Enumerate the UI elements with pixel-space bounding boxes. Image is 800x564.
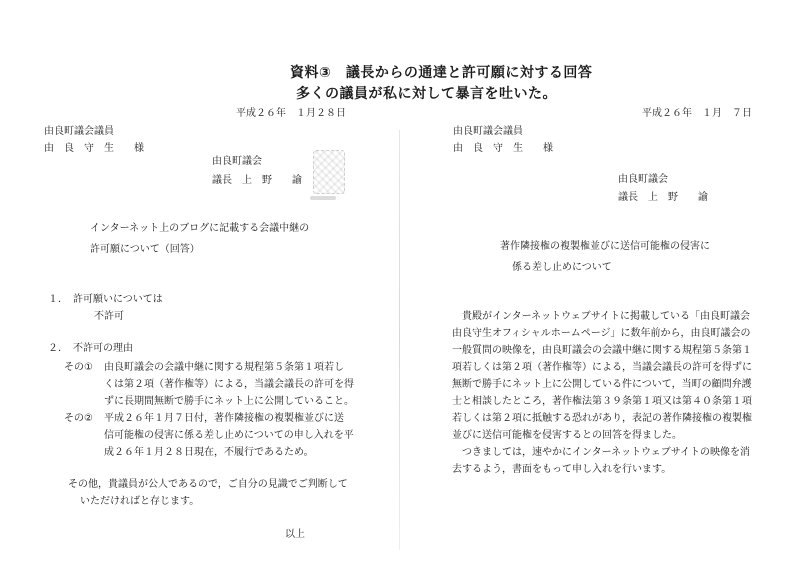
left-reason2-label: その② xyxy=(64,413,93,424)
right-body-line4: 項若しくは第２項（著作権等）による，当議会議長の許可を得ずに xyxy=(452,362,752,373)
seal-stamp-icon xyxy=(313,150,345,194)
right-body-line3: 一般質問の映像を，由良町議会の会議中継に関する規程第５条第１ xyxy=(452,345,752,356)
left-reason2-line1: 平成２６年１月７日付，著作隣接権の複製権並びに送 xyxy=(104,413,344,424)
right-sender-org: 由良町議会 xyxy=(618,174,668,185)
right-recipient-title: 由良町議会議員 xyxy=(453,126,523,137)
document-subtitle: 多くの議員が私に対して暴言を吐いた。 xyxy=(296,86,557,102)
left-subject-line1: インターネット上のブログに記載する会議中継の xyxy=(90,223,310,234)
left-end-mark: 以上 xyxy=(285,529,305,540)
left-item2-heading: ２． 不許可の理由 xyxy=(48,343,133,354)
page-fold-divider xyxy=(399,130,400,550)
document-title: 資料③ 議長からの通達と許可願に対する回答 xyxy=(290,65,593,81)
right-body-line1: 貴殿がインターネットウェブサイトに掲載している「由良町議会 xyxy=(462,311,750,322)
left-reason2-line3: 成２６年１月２８日現在，不履行であるため。 xyxy=(104,447,314,458)
right-body-line8: 並びに送信可能権を侵害するとの回答を得ました。 xyxy=(452,430,682,441)
left-reason1-line3: ずに長期間無断で勝手にネット上に公開していること。 xyxy=(104,396,354,407)
right-sender-name: 議長 上 野 諭 xyxy=(618,192,708,203)
left-reason1-label: その① xyxy=(64,362,93,373)
right-body-line2: 由良守生オフィシャルホームページ」に数年前から，由良町議会の xyxy=(452,328,751,339)
left-closing-line1: その他，貴議員が公人であるので，ご自分の見識でご判断して xyxy=(68,479,348,490)
right-body-line6: 士と相談したところ，著作権法第３９条第１項又は第４０条第１項 xyxy=(452,396,752,407)
left-sender-org: 由良町議会 xyxy=(212,156,262,167)
left-recipient-title: 由良町議会議員 xyxy=(44,126,114,137)
left-closing-line2: いただければと存じます。 xyxy=(80,496,200,507)
right-subject-line1: 著作隣接権の複製権並びに送信可能権の侵害に xyxy=(500,241,710,252)
right-recipient-name: 由 良 守 生 様 xyxy=(453,143,553,154)
right-body-line10: 去するよう，書面をもって申し入れを行います。 xyxy=(452,464,672,475)
right-letter-date: 平成２６年 １月 ７日 xyxy=(642,108,752,119)
left-reason1-line2: くは第２項（著作権等）による，当議会議長の許可を得 xyxy=(104,379,354,390)
left-recipient-name: 由 良 守 生 様 xyxy=(44,143,144,154)
left-subject-line2: 許可願について（回答） xyxy=(90,244,200,255)
right-subject-line2: 係る差し止めについて xyxy=(512,262,612,273)
left-item1-heading: １． 許可願いについては xyxy=(48,294,163,305)
right-body-line9: つきましては，速やかにインターネットウェブサイトの映像を消 xyxy=(462,447,750,458)
right-body-line7: 若しくは第２項に抵触する恐れがあり，表記の著作隣接権の複製権 xyxy=(452,413,752,424)
seal-mark-icon xyxy=(310,196,336,200)
left-sender-name: 議長 上 野 諭 xyxy=(212,175,302,186)
left-item1-value: 不許可 xyxy=(94,311,124,322)
left-letter-date: 平成２６年 １月２８日 xyxy=(236,108,346,119)
left-reason1-line1: 由良町議会の会議中継に関する規程第５条第１項若し xyxy=(104,362,344,373)
left-reason2-line2: 信可能権の侵害に係る差し止めについての申し入れを平 xyxy=(104,430,354,441)
right-body-line5: 無断で勝手にネット上に公開している件について，当町の顧問弁護 xyxy=(452,379,752,390)
